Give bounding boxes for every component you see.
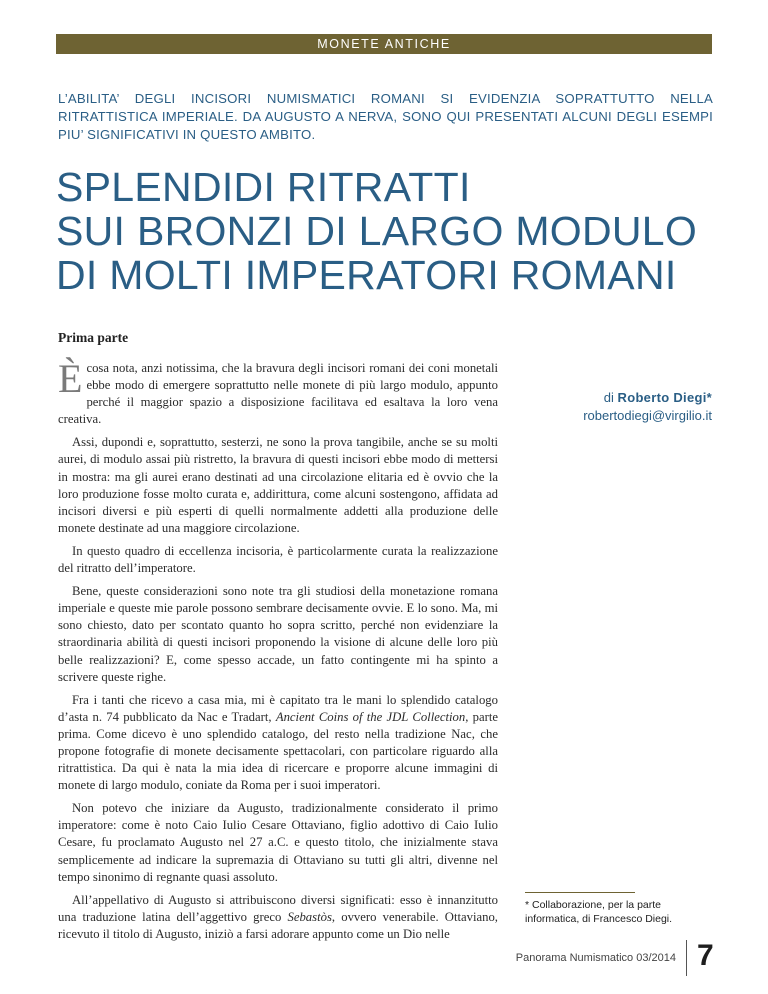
footnote-divider (525, 892, 635, 893)
article-title-line-2: SUI BRONZI DI LARGO MODULO (56, 208, 698, 254)
paragraph-5-text-a: Fra i tanti che ricevo a casa mia, mi è capitato tra le mani lo splendido catalogo d’asta n. 74 pubblicato da Nac e Tradart, (58, 692, 498, 724)
greek-term: Sebastòs (287, 909, 332, 924)
paragraph-2: Assi, dupondi e, soprattutto, sesterzi, ne sono la prova tangibile, anche se su molti aurei, di modulo assai più ristretto, la bravura di questi incisori ebbe modo di mettersi in mostra: ma gli aurei erano destinati ad una circolazione elitaria ed è ovvio che la loro produzione fosse molto curata e, addirittura, come alcuni sostengono, affidata ad incisori diversi e più esperti di quelli normalmente addetti alla produzione delle monete destinate ad una maggiore circolazione. (58, 435, 498, 535)
byline (520, 389, 712, 425)
paragraph-5 (58, 692, 498, 795)
paragraph-7 (58, 892, 498, 943)
magazine-footer: Panorama Numismatico 03/2014 (515, 952, 676, 964)
article-title-line-3: DI MOLTI IMPERATORI ROMANI (56, 252, 677, 298)
section-header: MONETE ANTICHE (56, 34, 712, 54)
paragraph-4: Bene, queste considerazioni sono note tra gli studiosi della monetazione romana imperiale e queste mie parole possono sembrare decisamente ovvie. E lo sono. Ma, mi sono chiesto, dato per scontato quanto ho sopra scritto, perché non evidenziare la straordinaria abilità di questi incisori proponendo la visione di alcune delle loro più belle realizzazioni? E, come spesso accade, un fatto contingente mi ha spinto a scrivere queste righe. (58, 584, 498, 684)
part-label: Prima parte (58, 330, 129, 345)
paragraph-7-text-b: , ovvero venerabile. Ottaviano, ricevuto il titolo di Augusto, iniziò a farsi adorare appunto come un Dio nelle (58, 909, 498, 941)
page-number: 7 (697, 939, 714, 972)
footer-divider (686, 940, 687, 976)
paragraph-5-text-b: , parte prima. Come dicevo è uno splendido catalogo, del resto nella tradizione Nac, che propone fotografie di monete decisamente spettacolari, con particolare riguardo alla ritrattistica. Da qui è nata la mia idea di ricercare e proporre alcune immagini di monete di largo modulo, coniate da Roma per i suoi imperatori. (58, 709, 499, 793)
article-title (56, 165, 736, 297)
catalog-title: Ancient Coins of the JDL Collection (275, 709, 466, 724)
paragraph-1 (58, 356, 498, 428)
byline-prefix: di (603, 390, 618, 405)
article-title-line-1: SPLENDIDI RITRATTI (56, 164, 471, 210)
article-body (58, 356, 499, 949)
intro-abstract: L’ABILITA’ DEGLI INCISORI NUMISMATICI ROMANI SI EVIDENZIA SOPRATTUTTO NELLA RITRATTISTICA IMPERIALE. DA AUGUSTO A NERVA, SONO QUI PRESENTATI ALCUNI DEGLI ESEMPI PIU’ SIGNIFICATIVI IN QUESTO AMBITO. (58, 91, 713, 142)
footnote: * Collaborazione, per la parte informatica, di Francesco Diegi. (525, 899, 673, 925)
paragraph-6: Non potevo che iniziare da Augusto, tradizionalmente considerato il primo imperatore: come è noto Caio Iulio Cesare Ottaviano, figlio adottivo di Caio Iulio Cesare, fu proclamato Augusto nel 27 a.C. e questo titolo, che inizialmente stava semplicemente ad indicare la supremazia di Ottaviano su tutti gli altri, divenne nel tempo sinonimo di regnante quasi assoluto. (58, 801, 498, 884)
author-name: Roberto Diegi* (617, 390, 712, 405)
paragraph-7-text-a: All’appellativo di Augusto si attribuiscono diversi significati: esso è innanzitutto una traduzione latina dell’aggettivo greco (58, 892, 498, 924)
author-email: robertodiegi@virgilio.it (583, 408, 712, 423)
paragraph-3: In questo quadro di eccellenza incisoria, è particolarmente curata la realizzazione del ritratto dell’imperatore. (58, 543, 498, 576)
drop-cap: È (58, 356, 83, 401)
paragraph-1-text: cosa nota, anzi notissima, che la bravura degli incisori romani dei coni monetali ebbe modo di emergere soprattutto nelle monete di più largo modulo, appunto perché il maggior spazio a disposizione facilitava ed esaltava la loro vena creativa. (58, 361, 498, 427)
